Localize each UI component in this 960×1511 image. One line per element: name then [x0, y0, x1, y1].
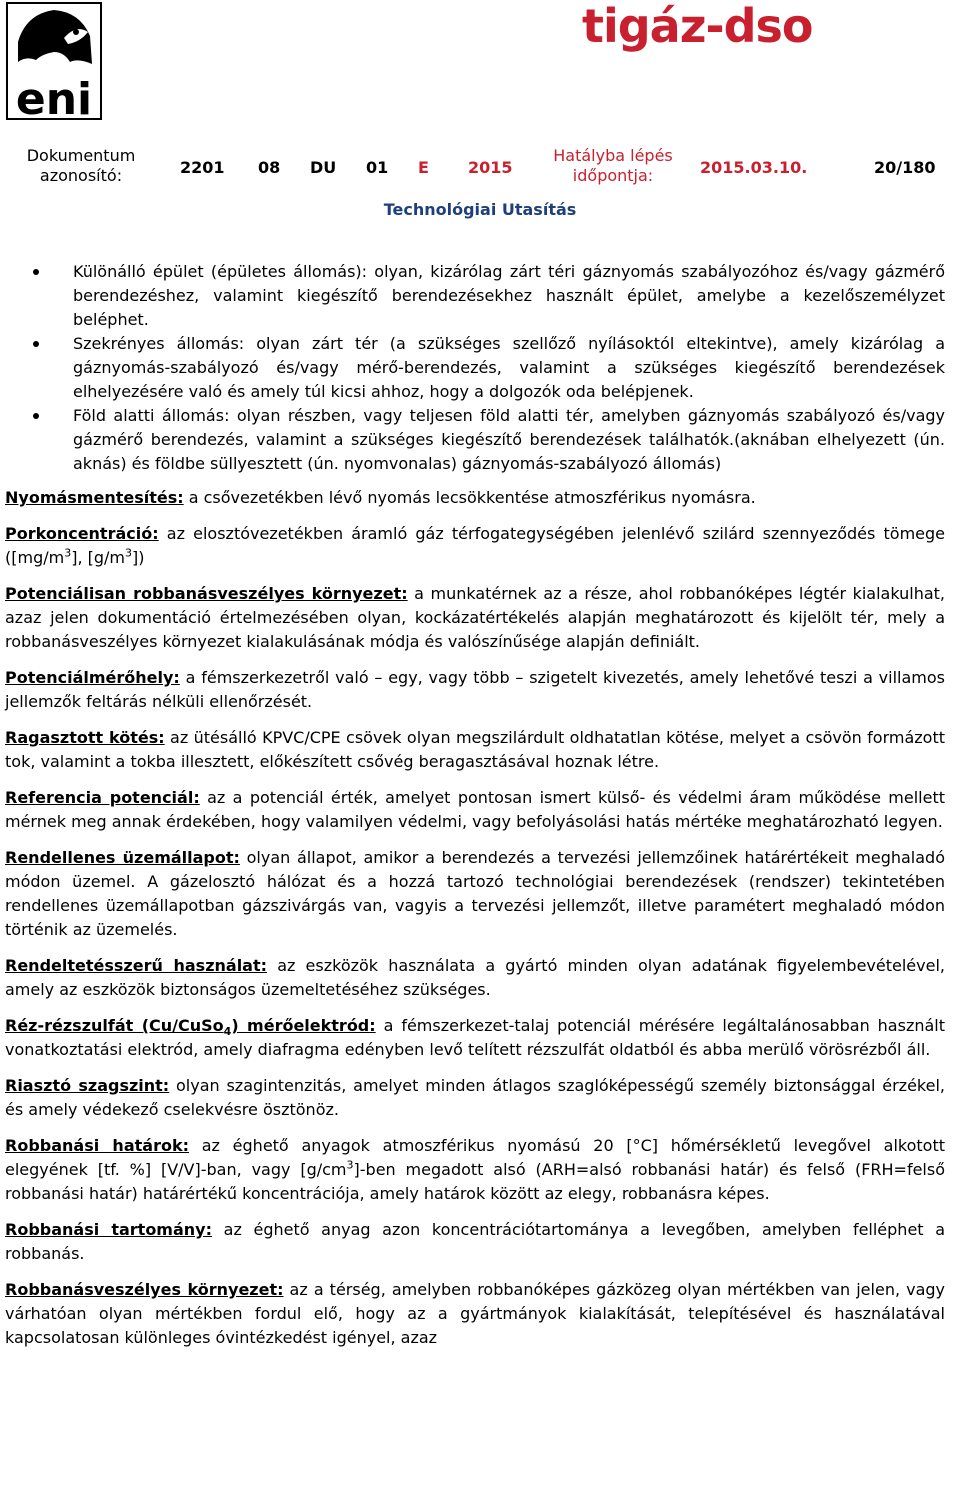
definition: Rendellenes üzemállapot: olyan állapot, amikor a berendezés a tervezési jellemzőinek határértékeit meghaladó módon üzemel. A gázelosztó hálózat és a hozzá tartozó technológiai berendezések (rendszer) tekintetében rendellenes üzemállapotban gázszivárgás van, vagyis a tervezési jellemzőt, illetve paramétert meghaladó módon történik az üzemelés.: [5, 848, 945, 939]
doc-code-6: 2015: [468, 158, 513, 177]
definition-term: Potenciálmérőhely:: [5, 668, 180, 687]
list-item: Különálló épület (épületes állomás): olyan, kizárólag zárt téri gáznyomás szabályozóhoz és/vagy gázmérő berendezéshez, valamint kiegészítő berendezésekhez használt épület, amelybe a kezelőszemélyzet beléphet.: [5, 260, 945, 332]
document-subtitle: Technológiai Utasítás: [383, 200, 577, 219]
bullet-icon: [33, 341, 39, 347]
document-body: [5, 260, 945, 1362]
bullet-icon: [33, 269, 39, 275]
definition-term: Porkoncentráció:: [5, 524, 159, 543]
definition-term: Robbanásveszélyes környezet:: [5, 1280, 284, 1299]
definition-term: Rendeltetésszerű használat:: [5, 956, 268, 975]
definition: Ragasztott kötés: az ütésálló KPVC/CPE csövek olyan megszilárdult oldhatatlan kötése, melyet a csövön formázott tok, valamint a tokba illesztett, előkészített csővég beragasztásával hoznak létre.: [5, 728, 945, 771]
definition-term: Robbanási tartomány:: [5, 1220, 212, 1239]
definition: Robbanási határok: az éghető anyagok atmoszférikus nyomású 20 [°C] hőmérsékletű levegővel alkotott elegyének [tf. %] [V/V]-ban, vagy $[g/cm^3]$-ben megadott alsó (ARH=alsó robbanási határ) és felső (FRH=felső robbanási határ) határértékű koncentrációja, amely határok között az elegy, robbanásra képes.: [5, 1136, 946, 1203]
list-item: Szekrényes állomás: olyan zárt tér (a szükséges szellőző nyílásoktól eltekintve), amely kizárólag a gáznyomás-szabályozó és/vagy mérő-berendezés, valamint a szükséges kiegészítő berendezések elhelyezésére való és amely túl kicsi ahhoz, hogy a dolgozók oda belépjenek.: [5, 332, 945, 404]
definition-term: Ragasztott kötés:: [5, 728, 165, 747]
definition: Rendeltetésszerű használat: az eszközök használata a gyártó minden olyan adatának figyelembevételével, amely az eszközök biztonságos üzemeltetéséhez szükséges.: [5, 956, 945, 999]
definition-term: Referencia potenciál:: [5, 788, 200, 807]
definition-term: Potenciálisan robbanásveszélyes környezet:: [5, 584, 408, 603]
page-number: 20/180: [874, 158, 936, 177]
effective-date-label: Hatályba lépés időpontja:: [553, 146, 673, 185]
definition: Referencia potenciál: az a potenciál érték, amelyet pontosan ismert külső- és védelmi áram működése mellett mérnek meg annak érdekében, hogy valamilyen védelmi, vagy befolyásolási hatás mértéke meghatározható legyen.: [5, 788, 946, 831]
doc-code-3: DU: [310, 158, 337, 177]
eni-logo: [6, 2, 102, 120]
doc-code-1: 2201: [180, 158, 225, 177]
definition: Robbanásveszélyes környezet: az a térség, amelyben robbanóképes gázközeg olyan mértékben van jelen, vagy várhatóan olyan mértékben fordul elő, hogy az a gyártmányok kialakítását, telepítésével és használatával kapcsolatosan különleges óvintézkedést igényel, azaz: [5, 1280, 945, 1347]
definition: Potenciálisan robbanásveszélyes környezet: a munkatérnek az a része, ahol robbanóképes légtér kialakulhat, azaz jelen dokumentáció értelmezésében olyan, kockázatértékelés alapján meghatározott és kijelölt tér, mely a robbanásveszélyes környezet kialakulásának módja és valószínűsége alapján definiált.: [5, 584, 945, 651]
station-type-list: [5, 260, 945, 476]
definition-term: Riasztó szagszint:: [5, 1076, 170, 1095]
list-item: Föld alatti állomás: olyan részben, vagy teljesen föld alatti tér, amelyben gáznyomás szabályozó és/vagy gázmérő berendezés, valamint a szükséges kiegészítő berendezések találhatók.(aknában elhelyezett (ún. aknás) és földbe süllyesztett (ún. nyomvonalas) gáznyomás-szabályozó állomás): [5, 404, 945, 476]
definition: Nyomásmentesítés: a csővezetékben lévő nyomás lecsökkentése atmoszférikus nyomásra.: [5, 488, 756, 507]
bullet-icon: [33, 413, 39, 419]
document-header: [0, 146, 960, 190]
doc-code-2: 08: [258, 158, 281, 177]
definition: Robbanási tartomány: az éghető anyag azon koncentrációtartománya a levegőben, amelyben felléphet a robbanás.: [5, 1220, 945, 1263]
definition-term: Nyomásmentesítés:: [5, 488, 184, 507]
definition: Potenciálmérőhely: a fémszerkezetről való – egy, vagy több – szigetelt kivezetés, amely lehetővé teszi a villamos jellemzők feltárás nélküli ellenőrzését.: [5, 668, 945, 711]
eni-logo-text: eni: [15, 74, 93, 120]
definition: Porkoncentráció: az elosztóvezetékben áramló gáz térfogategységében jelenlévő szilárd szennyeződés tömege ($[mg/m^3]$, $[g/m^3]$): [5, 524, 945, 567]
definition-term: Rendellenes üzemállapot:: [5, 848, 240, 867]
doc-id-label: Dokumentum azonosító:: [26, 146, 136, 185]
tigaz-dso-logo: tigáz-dso: [582, 0, 813, 53]
definition-term: Robbanási határok:: [5, 1136, 189, 1155]
definition: Riasztó szagszint: olyan szagintenzitás, amelyet minden átlagos szaglóképességű személy biztonsággal érzékel, és amely védekező cselekvésre ösztönöz.: [5, 1076, 945, 1119]
definition-term: Réz-rézszulfát (Cu/CuSo$_4$) mérőelektród:: [5, 1016, 376, 1039]
doc-code-5: E: [418, 158, 429, 177]
effective-date: 2015.03.10.: [700, 158, 808, 177]
definition: Réz-rézszulfát (Cu/CuSo$_4$) mérőelektród: a fémszerkezet-talaj potenciál mérésére legáltalánosabban használt vonatkoztatási elektród, amely diafragma edényben levő telített rézszulfát oldatból és abba merülő vörösrézből áll.: [5, 1016, 945, 1059]
doc-code-4: 01: [366, 158, 389, 177]
